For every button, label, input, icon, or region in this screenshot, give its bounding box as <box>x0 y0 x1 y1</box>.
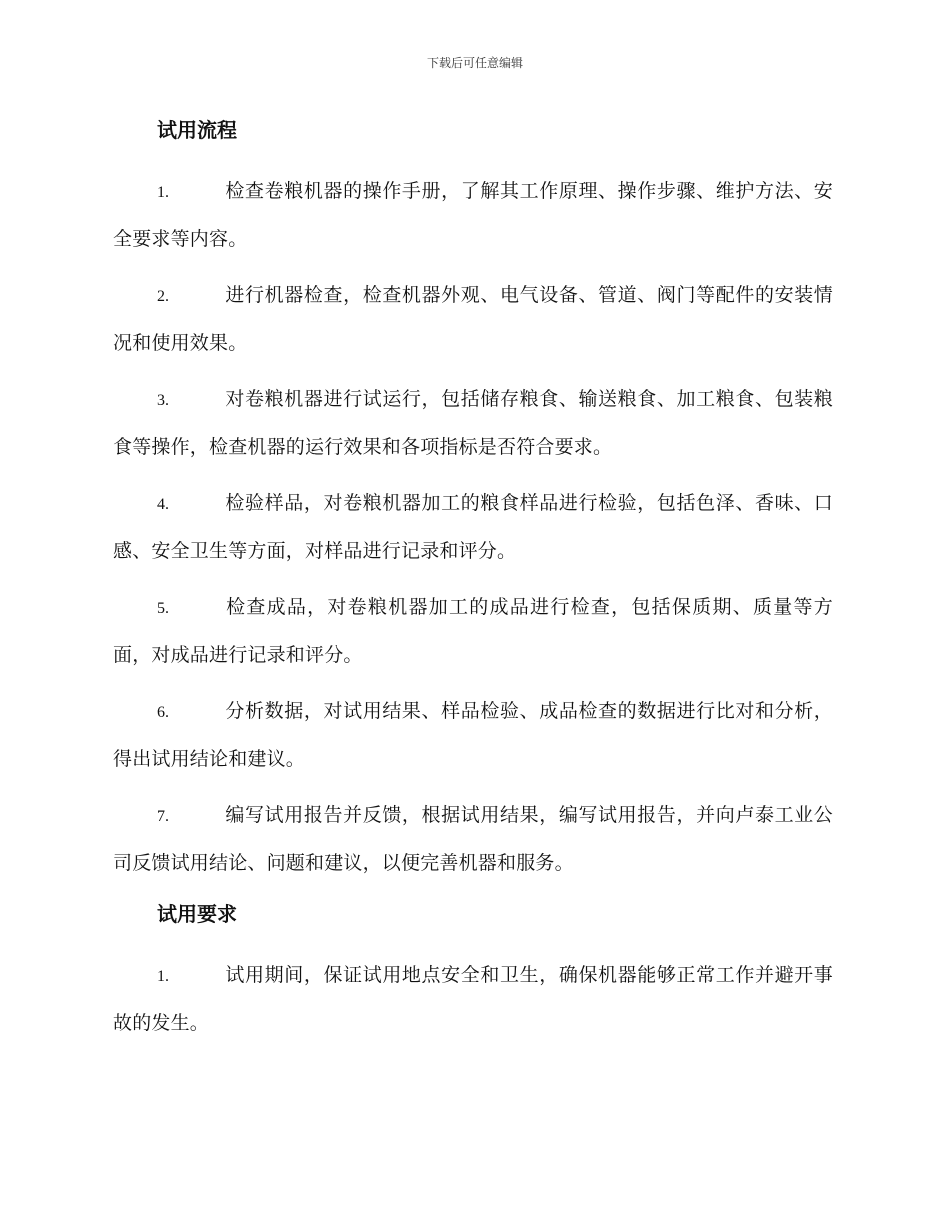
item-text: 检验样品，对卷粮机器加工的粮食样品进行检验，包括色泽、香味、口感、安全卫生等方面，对样品进行记录和评分。 <box>113 492 833 562</box>
list-item <box>113 168 833 262</box>
item-number: 5. <box>157 600 169 617</box>
header-note: 下载后可任意编辑 <box>426 56 523 70</box>
item-number: 6. <box>157 704 169 721</box>
item-text: 进行机器检查，检查机器外观、电气设备、管道、阀门等配件的安装情况和使用效果。 <box>113 284 833 354</box>
item-number: 2. <box>157 288 169 305</box>
item-text: 编写试用报告并反馈，根据试用结果，编写试用报告，并向卢泰工业公司反馈试用结论、问题和建议，以便完善机器和服务。 <box>113 804 833 874</box>
section-title-trial-requirements: 试用要求 <box>157 902 237 926</box>
item-number: 1. <box>157 968 169 985</box>
item-number: 3. <box>157 392 169 409</box>
list-item <box>113 792 833 886</box>
item-text: 检查成品，对卷粮机器加工的成品进行检查，包括保质期、质量等方面，对成品进行记录和评分。 <box>113 596 833 666</box>
list-item <box>113 376 833 470</box>
item-text: 分析数据，对试用结果、样品检验、成品检查的数据进行比对和分析，得出试用结论和建议。 <box>113 700 833 770</box>
list-item <box>113 688 833 782</box>
item-text: 检查卷粮机器的操作手册，了解其工作原理、操作步骤、维护方法、安全要求等内容。 <box>113 180 833 250</box>
list-item <box>113 952 833 1046</box>
section-title-trial-process: 试用流程 <box>157 118 237 142</box>
item-text: 试用期间，保证试用地点安全和卫生，确保机器能够正常工作并避开事故的发生。 <box>113 964 833 1034</box>
list-item <box>113 480 833 574</box>
item-number: 1. <box>157 184 169 201</box>
document-body <box>113 112 833 1056</box>
item-number: 7. <box>157 808 169 825</box>
list-item <box>113 584 833 678</box>
list-item <box>113 272 833 366</box>
item-text: 对卷粮机器进行试运行，包括储存粮食、输送粮食、加工粮食、包装粮食等操作，检查机器的运行效果和各项指标是否符合要求。 <box>113 388 833 458</box>
item-number: 4. <box>157 496 169 513</box>
